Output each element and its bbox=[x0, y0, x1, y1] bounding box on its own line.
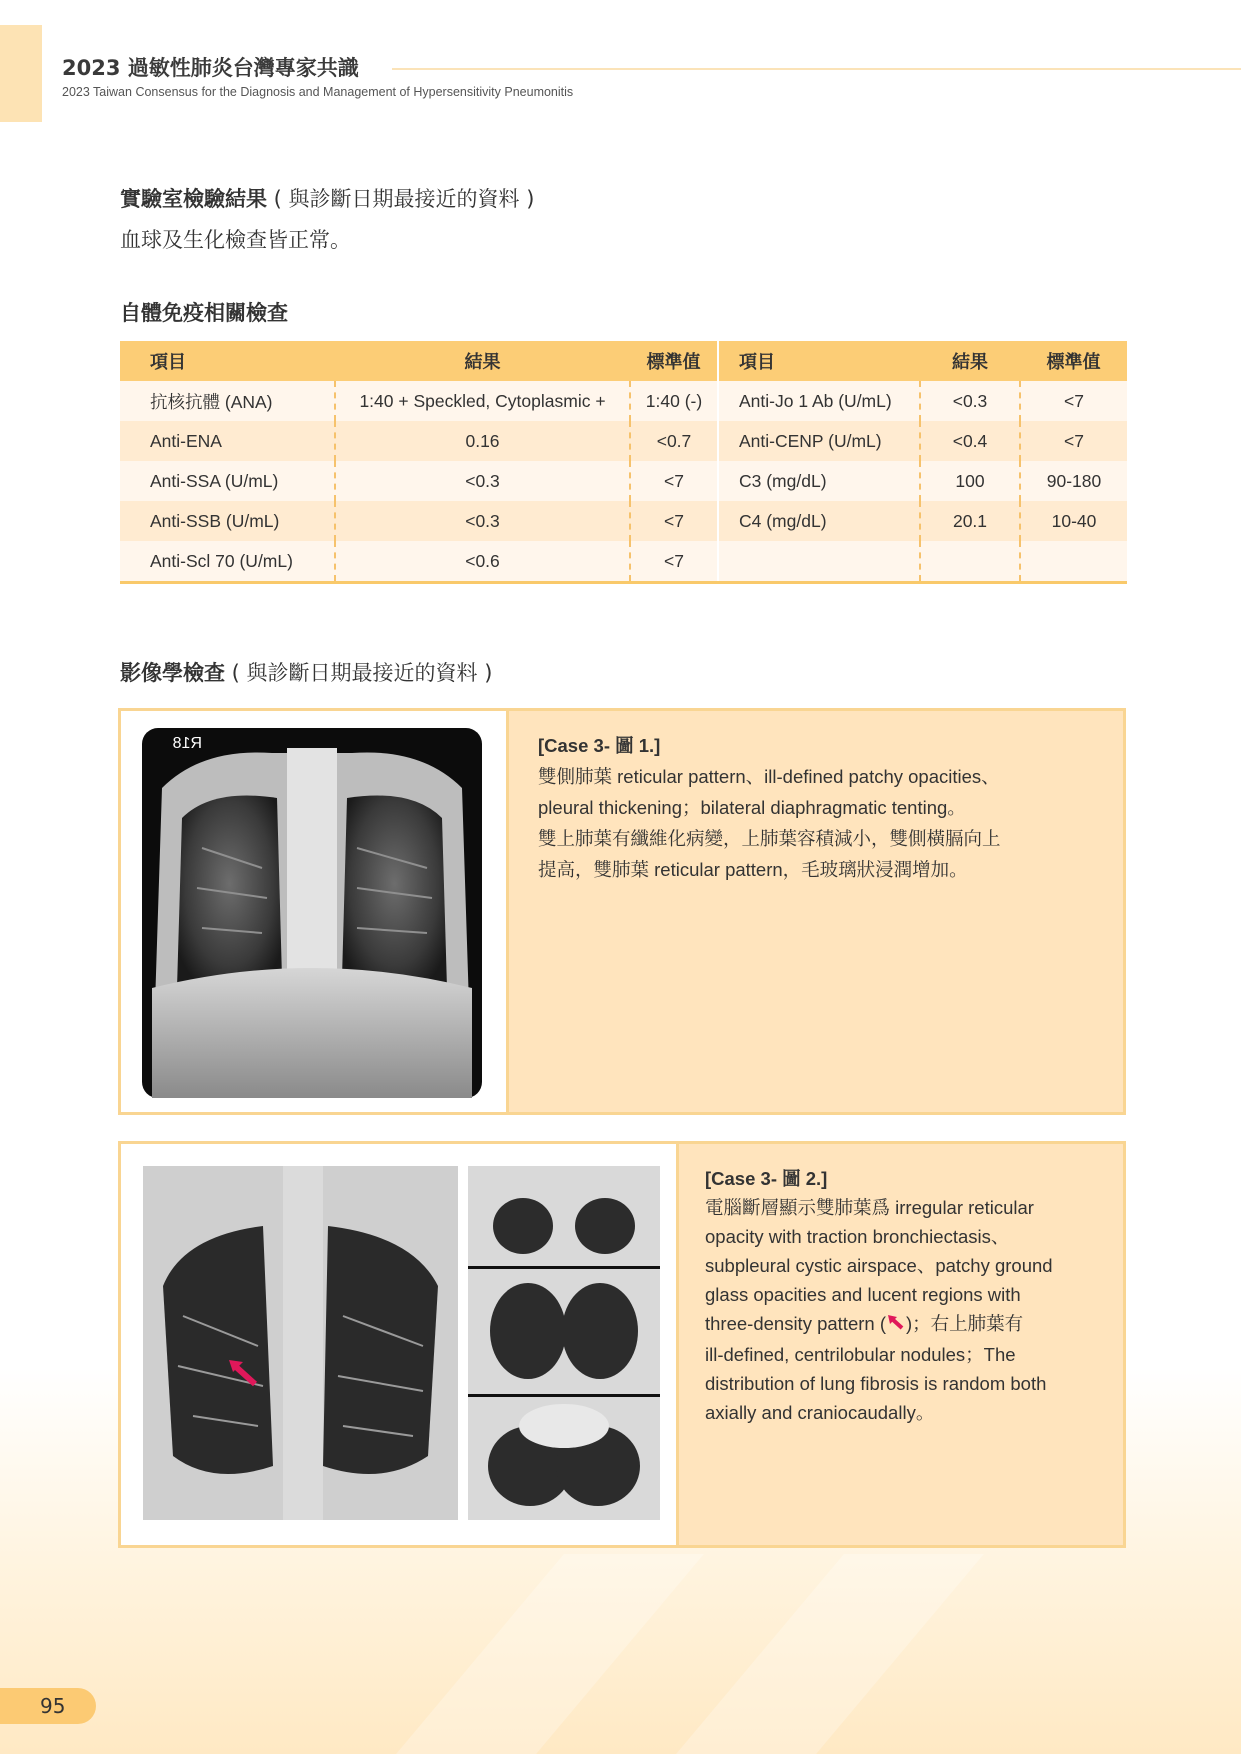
table-cell: <0.6 bbox=[335, 541, 630, 583]
col-header: 標準值 bbox=[1020, 341, 1127, 381]
table-cell: <7 bbox=[1020, 381, 1127, 421]
ct-axial-stack bbox=[468, 1166, 660, 1520]
table-cell: Anti-CENP (U/mL) bbox=[718, 421, 920, 461]
table-cell: C3 (mg/dL) bbox=[718, 461, 920, 501]
table-cell: 10-40 bbox=[1020, 501, 1127, 541]
table-cell bbox=[920, 541, 1020, 583]
table-row bbox=[120, 501, 1127, 541]
figure-2-line-with-arrow bbox=[705, 1309, 1105, 1340]
figure-2-line: glass opacities and lucent regions with bbox=[705, 1284, 1021, 1305]
figure-1-line: 雙上肺葉有纖維化病變，上肺葉容積減小，雙側橫膈向上 bbox=[538, 828, 1001, 849]
figure-1-caption: [Case 3- 圖 1.] bbox=[538, 735, 661, 756]
figure-2-line: distribution of lung fibrosis is random both bbox=[705, 1372, 1047, 1394]
figure-2-text bbox=[705, 1164, 1105, 1427]
figure-2 bbox=[118, 1141, 1126, 1548]
autoimmune-table bbox=[120, 341, 1127, 584]
corner-tab bbox=[0, 25, 42, 122]
col-header: 結果 bbox=[335, 341, 630, 381]
table-row bbox=[120, 541, 1127, 583]
document-title: 2023 過敏性肺炎台灣專家共識 bbox=[62, 56, 359, 80]
figure-1-line: 雙側肺葉 reticular pattern、ill-defined patchy opacities、 bbox=[538, 766, 1000, 787]
figure-2-line: subpleural cystic airspace、patchy ground bbox=[705, 1255, 1053, 1276]
figure-2-line: axially and craniocaudally。 bbox=[705, 1401, 935, 1423]
figure-2-caption: [Case 3- 圖 2.] bbox=[705, 1168, 828, 1189]
table-cell: <0.4 bbox=[920, 421, 1020, 461]
table-cell bbox=[718, 541, 920, 583]
lab-section-title bbox=[120, 183, 534, 213]
table-header-row bbox=[120, 341, 1127, 381]
figure-2-line5-pre: three-density pattern ( bbox=[705, 1313, 886, 1334]
ct-coronal-image bbox=[143, 1166, 458, 1520]
table-cell: C4 (mg/dL) bbox=[718, 501, 920, 541]
col-header: 項目 bbox=[120, 341, 335, 381]
table-cell: <0.3 bbox=[335, 501, 630, 541]
figure-2-line: 電腦斷層顯示雙肺葉爲 irregular reticular bbox=[705, 1197, 1034, 1218]
decorative-stripe bbox=[396, 1554, 704, 1754]
imaging-title-note: ( 與診斷日期最接近的資料 ) bbox=[225, 661, 493, 685]
figure-1-text bbox=[538, 730, 1108, 885]
table-cell: Anti-Jo 1 Ab (U/mL) bbox=[718, 381, 920, 421]
table-row bbox=[120, 421, 1127, 461]
table-cell: <7 bbox=[1020, 421, 1127, 461]
table-cell: 1:40 + Speckled, Cytoplasmic + bbox=[335, 381, 630, 421]
table-cell: <7 bbox=[630, 541, 718, 583]
table-cell: 1:40 (-) bbox=[630, 381, 718, 421]
figure-2-image-panel bbox=[121, 1144, 676, 1545]
table-cell: 20.1 bbox=[920, 501, 1020, 541]
header-rule bbox=[392, 68, 1241, 70]
imaging-section-title bbox=[120, 657, 492, 687]
table-cell bbox=[1020, 541, 1127, 583]
imaging-title-bold: 影像學檢查 bbox=[120, 661, 225, 685]
table-cell: <0.3 bbox=[335, 461, 630, 501]
table-cell: Anti-ENA bbox=[120, 421, 335, 461]
table-cell: 90-180 bbox=[1020, 461, 1127, 501]
table-cell: <7 bbox=[630, 461, 718, 501]
table-row bbox=[120, 381, 1127, 421]
table-cell: <7 bbox=[630, 501, 718, 541]
lab-title-note: ( 與診斷日期最接近的資料 ) bbox=[267, 187, 535, 211]
col-header: 結果 bbox=[920, 341, 1020, 381]
table-cell: 0.16 bbox=[335, 421, 630, 461]
table-cell: Anti-SSA (U/mL) bbox=[120, 461, 335, 501]
figure-2-line5-post: )；右上肺葉有 bbox=[905, 1313, 1024, 1334]
table-cell: 抗核抗體 (ANA) bbox=[120, 381, 335, 421]
figure-2-line: ill-defined, centrilobular nodules；The bbox=[705, 1343, 1016, 1365]
lab-title-bold: 實驗室檢驗結果 bbox=[120, 187, 267, 211]
col-header: 項目 bbox=[718, 341, 920, 381]
page-number: 95 bbox=[0, 1688, 96, 1724]
table-cell: <0.7 bbox=[630, 421, 718, 461]
table-row bbox=[120, 461, 1127, 501]
table-cell: Anti-SSB (U/mL) bbox=[120, 501, 335, 541]
lab-text: 血球及生化檢查皆正常。 bbox=[120, 228, 351, 252]
chest-xray-image bbox=[142, 728, 482, 1098]
table-cell: Anti-Scl 70 (U/mL) bbox=[120, 541, 335, 583]
figure-1-image-panel bbox=[121, 711, 506, 1112]
figure-1-line: 提高，雙肺葉 reticular pattern，毛玻璃狀浸潤增加。 bbox=[538, 859, 968, 880]
xray-marker: R18 bbox=[172, 735, 202, 752]
autoimmune-title: 自體免疫相關檢查 bbox=[120, 301, 288, 325]
document-subtitle: 2023 Taiwan Consensus for the Diagnosis and Management of Hypersensitivity Pneumonitis bbox=[62, 85, 574, 99]
figure-2-line: opacity with traction bronchiectasis、 bbox=[705, 1226, 1010, 1247]
red-arrow-icon bbox=[886, 1311, 906, 1340]
figure-1-line: pleural thickening；bilateral diaphragmatic tenting。 bbox=[538, 797, 966, 818]
table-cell: <0.3 bbox=[920, 381, 1020, 421]
figure-1 bbox=[118, 708, 1126, 1115]
table-cell: 100 bbox=[920, 461, 1020, 501]
decorative-stripe bbox=[676, 1554, 984, 1754]
col-header: 標準值 bbox=[630, 341, 718, 381]
